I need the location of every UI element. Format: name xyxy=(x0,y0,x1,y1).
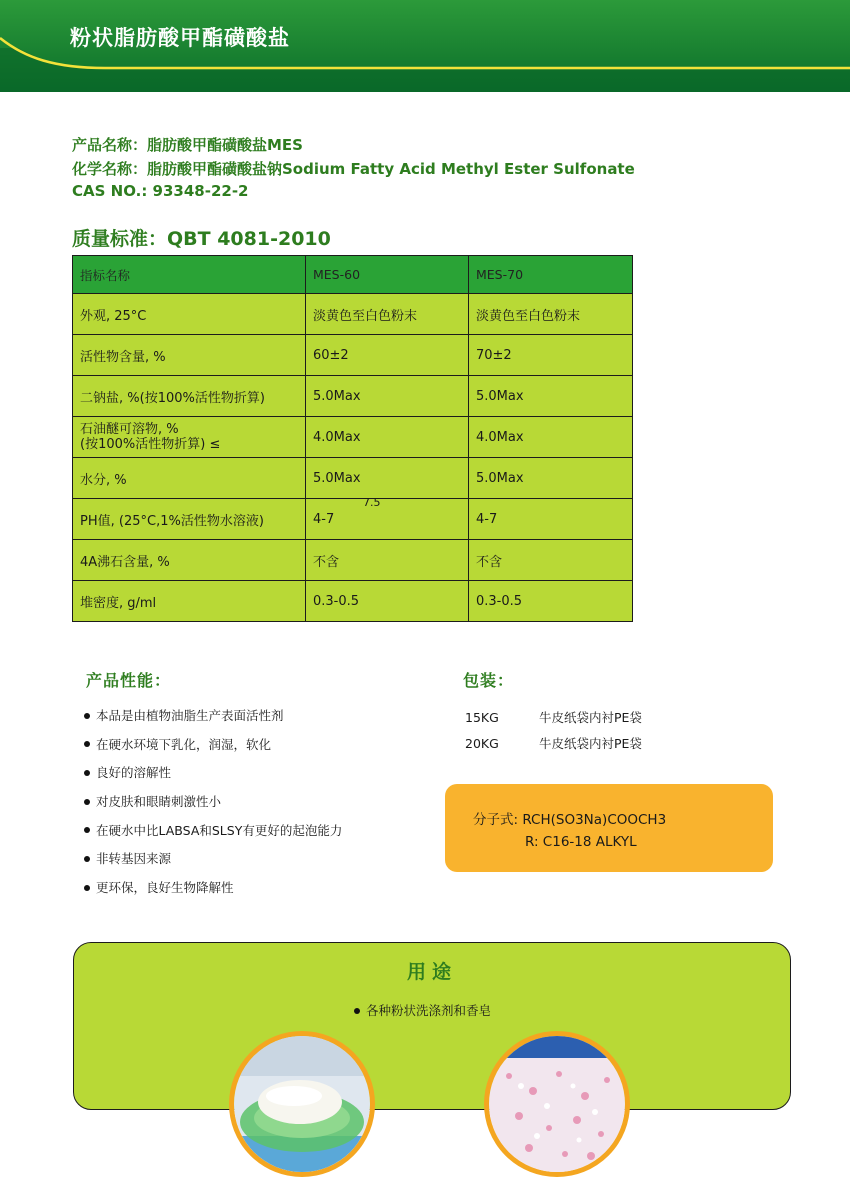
ph-superscript: 7.5 xyxy=(363,495,381,509)
formula-box xyxy=(445,784,773,872)
mes70-value: 淡黄色至白色粉末 xyxy=(469,294,633,335)
header-cell: 指标名称 xyxy=(73,256,306,294)
row-label: 活性物含量, % xyxy=(73,335,306,376)
bullet-icon xyxy=(84,770,90,776)
mes60-value: 不含 xyxy=(306,540,469,581)
bullet-icon xyxy=(354,1008,360,1014)
cas-number: CAS NO.: 93348-22-2 xyxy=(72,182,249,200)
table-row xyxy=(73,335,633,376)
formula-line1: 分子式: RCH(SO3Na)COOCH3 xyxy=(473,812,667,828)
feature-text: 本品是由植物油脂生产表面活性剂 xyxy=(96,708,284,723)
page-title: 粉状脂肪酸甲酯磺酸盐 xyxy=(70,26,290,50)
soap-image xyxy=(234,1036,370,1172)
feature-text: 在硬水环境下乳化，润湿，软化 xyxy=(96,736,272,752)
table-row xyxy=(73,540,633,581)
row-label: PH值, (25°C,1%活性物水溶液) xyxy=(73,499,306,540)
pack-desc: 牛皮纸袋内衬PE袋 xyxy=(539,736,642,751)
pack-weight: 20KG xyxy=(465,736,499,751)
list-item xyxy=(84,849,342,878)
ph-value-wrap xyxy=(313,495,381,527)
packaging-item xyxy=(465,708,642,726)
bullet-icon xyxy=(84,856,90,862)
list-item xyxy=(84,706,342,735)
feature-text: 在硬水中比LABSA和SLSY有更好的起泡能力 xyxy=(96,822,343,838)
row-label xyxy=(73,417,306,458)
mes70-value: 70±2 xyxy=(469,335,633,376)
mes60-value: 0.3-0.5 xyxy=(306,581,469,622)
mes70-value: 5.0Max xyxy=(469,458,633,499)
mes60-value xyxy=(306,495,469,540)
table-header-row xyxy=(73,256,633,294)
mes60-value: 60±2 xyxy=(306,335,469,376)
powder-image xyxy=(489,1036,625,1172)
row-label: 堆密度, g/ml xyxy=(73,581,306,622)
row-label: 水分, % xyxy=(73,458,306,499)
ph-value: 4-7 xyxy=(313,511,335,527)
header-banner xyxy=(0,0,850,92)
feature-text: 更环保，良好生物降解性 xyxy=(96,880,234,896)
product-name: 产品名称：脂肪酸甲酯磺酸盐MES xyxy=(72,136,303,154)
table-row xyxy=(73,499,633,540)
mes60-value: 淡黄色至白色粉末 xyxy=(306,294,469,335)
row-label: 外观, 25°C xyxy=(73,294,306,335)
row-label-line1: 石油醚可溶物, % xyxy=(80,422,179,437)
features-list xyxy=(84,706,342,907)
mes70-value: 5.0Max xyxy=(469,376,633,417)
table-row xyxy=(73,458,633,499)
usage-panel xyxy=(73,942,791,1110)
formula-line2: R: C16-18 ALKYL xyxy=(525,834,637,850)
quality-standard: 质量标准：QBT 4081-2010 xyxy=(72,228,331,250)
pack-desc: 牛皮纸袋内衬PE袋 xyxy=(539,710,642,725)
bullet-icon xyxy=(84,741,90,747)
powder-photo xyxy=(484,1031,630,1177)
list-item xyxy=(84,763,342,792)
header-cell: MES-60 xyxy=(306,256,469,294)
chemical-name: 化学名称：脂肪酸甲酯磺酸盐钠Sodium Fatty Acid Methyl Ester Sulfonate xyxy=(72,160,635,178)
list-item xyxy=(84,878,342,907)
feature-text: 良好的溶解性 xyxy=(96,765,172,781)
feature-text: 非转基因来源 xyxy=(96,851,172,867)
mes70-value: 4-7 xyxy=(469,499,633,540)
features-title: 产品性能： xyxy=(86,671,172,690)
mes60-value: 5.0Max xyxy=(306,376,469,417)
table-row xyxy=(73,294,633,335)
usage-text: 各种粉状洗涤剂和香皂 xyxy=(366,1003,492,1018)
list-item xyxy=(84,792,342,821)
bullet-icon xyxy=(84,713,90,719)
table-row xyxy=(73,417,633,458)
soap-photo xyxy=(229,1031,375,1177)
mes70-value: 不含 xyxy=(469,540,633,581)
table-row xyxy=(73,376,633,417)
packaging-title: 包装： xyxy=(463,671,515,690)
usage-item xyxy=(354,1001,491,1019)
row-label: 二钠盐, %(按100%活性物折算) xyxy=(73,376,306,417)
mes60-value: 4.0Max xyxy=(306,417,469,458)
bullet-icon xyxy=(84,827,90,833)
list-item xyxy=(84,821,342,850)
table-row xyxy=(73,581,633,622)
list-item xyxy=(84,735,342,764)
pack-weight: 15KG xyxy=(465,710,499,725)
spec-table xyxy=(72,255,633,622)
mes70-value: 0.3-0.5 xyxy=(469,581,633,622)
packaging-item xyxy=(465,734,642,752)
row-label-line2: (按100%活性物折算) ≤ xyxy=(80,437,221,452)
mes70-value: 4.0Max xyxy=(469,417,633,458)
usage-title: 用途 xyxy=(406,961,457,983)
header-cell: MES-70 xyxy=(469,256,633,294)
mes60-value: 5.0Max xyxy=(306,458,469,499)
bullet-icon xyxy=(84,799,90,805)
row-label: 4A沸石含量, % xyxy=(73,540,306,581)
bullet-icon xyxy=(84,885,90,891)
feature-text: 对皮肤和眼睛刺激性小 xyxy=(96,794,222,810)
